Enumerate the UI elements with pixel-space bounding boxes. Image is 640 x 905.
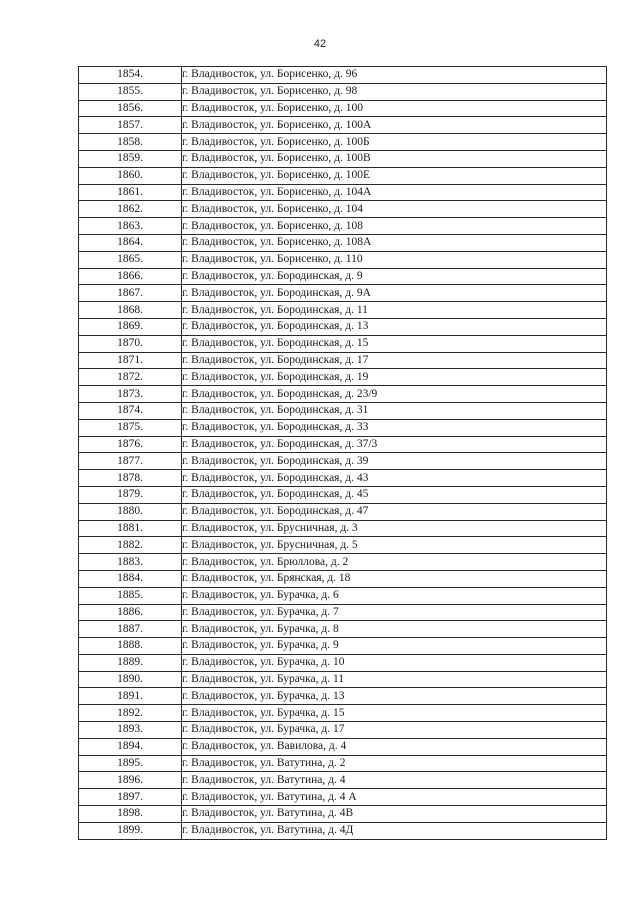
row-address: г. Владивосток, ул. Бородинская, д. 17 (182, 352, 607, 369)
table-row (79, 117, 607, 134)
table-row (79, 654, 607, 671)
row-number: 1899. (79, 822, 182, 839)
table-row (79, 570, 607, 587)
table-row (79, 772, 607, 789)
address-table-body (79, 67, 607, 840)
row-number: 1872. (79, 369, 182, 386)
table-row (79, 167, 607, 184)
table-row (79, 352, 607, 369)
row-number: 1866. (79, 268, 182, 285)
row-address: г. Владивосток, ул. Бородинская, д. 39 (182, 453, 607, 470)
table-row (79, 234, 607, 251)
table-row (79, 150, 607, 167)
table-row (79, 537, 607, 554)
row-number: 1854. (79, 67, 182, 84)
row-number: 1886. (79, 604, 182, 621)
row-number: 1879. (79, 486, 182, 503)
table-row (79, 302, 607, 319)
row-address: г. Владивосток, ул. Борисенко, д. 100А (182, 117, 607, 134)
row-address: г. Владивосток, ул. Ватутина, д. 4В (182, 806, 607, 823)
table-row (79, 335, 607, 352)
row-number: 1883. (79, 554, 182, 571)
row-number: 1882. (79, 537, 182, 554)
row-number: 1867. (79, 285, 182, 302)
row-number: 1864. (79, 234, 182, 251)
row-address: г. Владивосток, ул. Бородинская, д. 33 (182, 419, 607, 436)
row-number: 1874. (79, 402, 182, 419)
row-address: г. Владивосток, ул. Бурачка, д. 6 (182, 587, 607, 604)
row-address: г. Владивосток, ул. Брусничная, д. 3 (182, 520, 607, 537)
table-row (79, 671, 607, 688)
row-number: 1878. (79, 470, 182, 487)
table-row (79, 67, 607, 84)
table-row (79, 520, 607, 537)
row-address: г. Владивосток, ул. Ватутина, д. 2 (182, 755, 607, 772)
table-row (79, 318, 607, 335)
address-table (78, 66, 607, 840)
row-number: 1887. (79, 621, 182, 638)
row-address: г. Владивосток, ул. Бородинская, д. 13 (182, 318, 607, 335)
row-number: 1885. (79, 587, 182, 604)
row-number: 1860. (79, 167, 182, 184)
row-address: г. Владивосток, ул. Бородинская, д. 9 (182, 268, 607, 285)
row-address: г. Владивосток, ул. Бородинская, д. 43 (182, 470, 607, 487)
row-address: г. Владивосток, ул. Брянская, д. 18 (182, 570, 607, 587)
row-address: г. Владивосток, ул. Борисенко, д. 100 (182, 100, 607, 117)
row-address: г. Владивосток, ул. Бородинская, д. 45 (182, 486, 607, 503)
row-number: 1895. (79, 755, 182, 772)
row-address: г. Владивосток, ул. Бородинская, д. 31 (182, 402, 607, 419)
row-number: 1856. (79, 100, 182, 117)
row-address: г. Владивосток, ул. Борисенко, д. 100Е (182, 167, 607, 184)
row-address: г. Владивосток, ул. Бурачка, д. 9 (182, 638, 607, 655)
row-address: г. Владивосток, ул. Борисенко, д. 100Б (182, 134, 607, 151)
row-number: 1890. (79, 671, 182, 688)
row-address: г. Владивосток, ул. Борисенко, д. 104А (182, 184, 607, 201)
row-number: 1877. (79, 453, 182, 470)
row-number: 1884. (79, 570, 182, 587)
row-address: г. Владивосток, ул. Бурачка, д. 13 (182, 688, 607, 705)
table-row (79, 251, 607, 268)
row-number: 1876. (79, 436, 182, 453)
row-number: 1893. (79, 722, 182, 739)
row-address: г. Владивосток, ул. Ватутина, д. 4 (182, 772, 607, 789)
table-row (79, 184, 607, 201)
table-row (79, 218, 607, 235)
row-number: 1870. (79, 335, 182, 352)
row-address: г. Владивосток, ул. Бородинская, д. 9А (182, 285, 607, 302)
table-row (79, 503, 607, 520)
row-address: г. Владивосток, ул. Бурачка, д. 8 (182, 621, 607, 638)
row-address: г. Владивосток, ул. Ватутина, д. 4Д (182, 822, 607, 839)
table-row (79, 789, 607, 806)
table-row (79, 386, 607, 403)
table-row (79, 806, 607, 823)
row-address: г. Владивосток, ул. Бурачка, д. 15 (182, 705, 607, 722)
row-address: г. Владивосток, ул. Бородинская, д. 19 (182, 369, 607, 386)
row-number: 1862. (79, 201, 182, 218)
table-row (79, 134, 607, 151)
table-row (79, 705, 607, 722)
row-number: 1859. (79, 150, 182, 167)
row-number: 1892. (79, 705, 182, 722)
row-number: 1894. (79, 738, 182, 755)
table-row (79, 621, 607, 638)
row-address: г. Владивосток, ул. Борисенко, д. 110 (182, 251, 607, 268)
row-address: г. Владивосток, ул. Бурачка, д. 17 (182, 722, 607, 739)
row-address: г. Владивосток, ул. Борисенко, д. 100В (182, 150, 607, 167)
table-row (79, 470, 607, 487)
table-row (79, 722, 607, 739)
row-address: г. Владивосток, ул. Ватутина, д. 4 А (182, 789, 607, 806)
row-address: г. Владивосток, ул. Борисенко, д. 108 (182, 218, 607, 235)
table-row (79, 822, 607, 839)
table-row (79, 268, 607, 285)
table-row (79, 554, 607, 571)
row-number: 1888. (79, 638, 182, 655)
table-row (79, 402, 607, 419)
table-row (79, 453, 607, 470)
row-address: г. Владивосток, ул. Борисенко, д. 96 (182, 67, 607, 84)
row-number: 1873. (79, 386, 182, 403)
table-row (79, 688, 607, 705)
row-address: г. Владивосток, ул. Борисенко, д. 108А (182, 234, 607, 251)
row-address: г. Владивосток, ул. Бурачка, д. 7 (182, 604, 607, 621)
table-row (79, 604, 607, 621)
row-address: г. Владивосток, ул. Вавилова, д. 4 (182, 738, 607, 755)
row-number: 1897. (79, 789, 182, 806)
table-row (79, 486, 607, 503)
row-number: 1891. (79, 688, 182, 705)
row-number: 1855. (79, 83, 182, 100)
row-number: 1896. (79, 772, 182, 789)
row-number: 1861. (79, 184, 182, 201)
table-row (79, 638, 607, 655)
row-address: г. Владивосток, ул. Бородинская, д. 23/9 (182, 386, 607, 403)
row-number: 1889. (79, 654, 182, 671)
table-row (79, 83, 607, 100)
table-row (79, 738, 607, 755)
row-number: 1881. (79, 520, 182, 537)
row-address: г. Владивосток, ул. Бородинская, д. 11 (182, 302, 607, 319)
row-address: г. Владивосток, ул. Бородинская, д. 47 (182, 503, 607, 520)
row-number: 1869. (79, 318, 182, 335)
row-number: 1857. (79, 117, 182, 134)
table-row (79, 201, 607, 218)
table-row (79, 755, 607, 772)
table-row (79, 436, 607, 453)
row-number: 1865. (79, 251, 182, 268)
table-row (79, 419, 607, 436)
row-address: г. Владивосток, ул. Брусничная, д. 5 (182, 537, 607, 554)
table-row (79, 369, 607, 386)
row-address: г. Владивосток, ул. Бурачка, д. 11 (182, 671, 607, 688)
row-number: 1868. (79, 302, 182, 319)
row-address: г. Владивосток, ул. Борисенко, д. 98 (182, 83, 607, 100)
table-row (79, 285, 607, 302)
row-number: 1898. (79, 806, 182, 823)
table-row (79, 587, 607, 604)
row-number: 1880. (79, 503, 182, 520)
row-address: г. Владивосток, ул. Бурачка, д. 10 (182, 654, 607, 671)
row-address: г. Владивосток, ул. Бородинская, д. 15 (182, 335, 607, 352)
row-address: г. Владивосток, ул. Брюллова, д. 2 (182, 554, 607, 571)
row-address: г. Владивосток, ул. Бородинская, д. 37/3 (182, 436, 607, 453)
row-number: 1871. (79, 352, 182, 369)
row-number: 1858. (79, 134, 182, 151)
table-row (79, 100, 607, 117)
page-number: 42 (313, 38, 327, 50)
row-number: 1863. (79, 218, 182, 235)
row-address: г. Владивосток, ул. Борисенко, д. 104 (182, 201, 607, 218)
row-number: 1875. (79, 419, 182, 436)
